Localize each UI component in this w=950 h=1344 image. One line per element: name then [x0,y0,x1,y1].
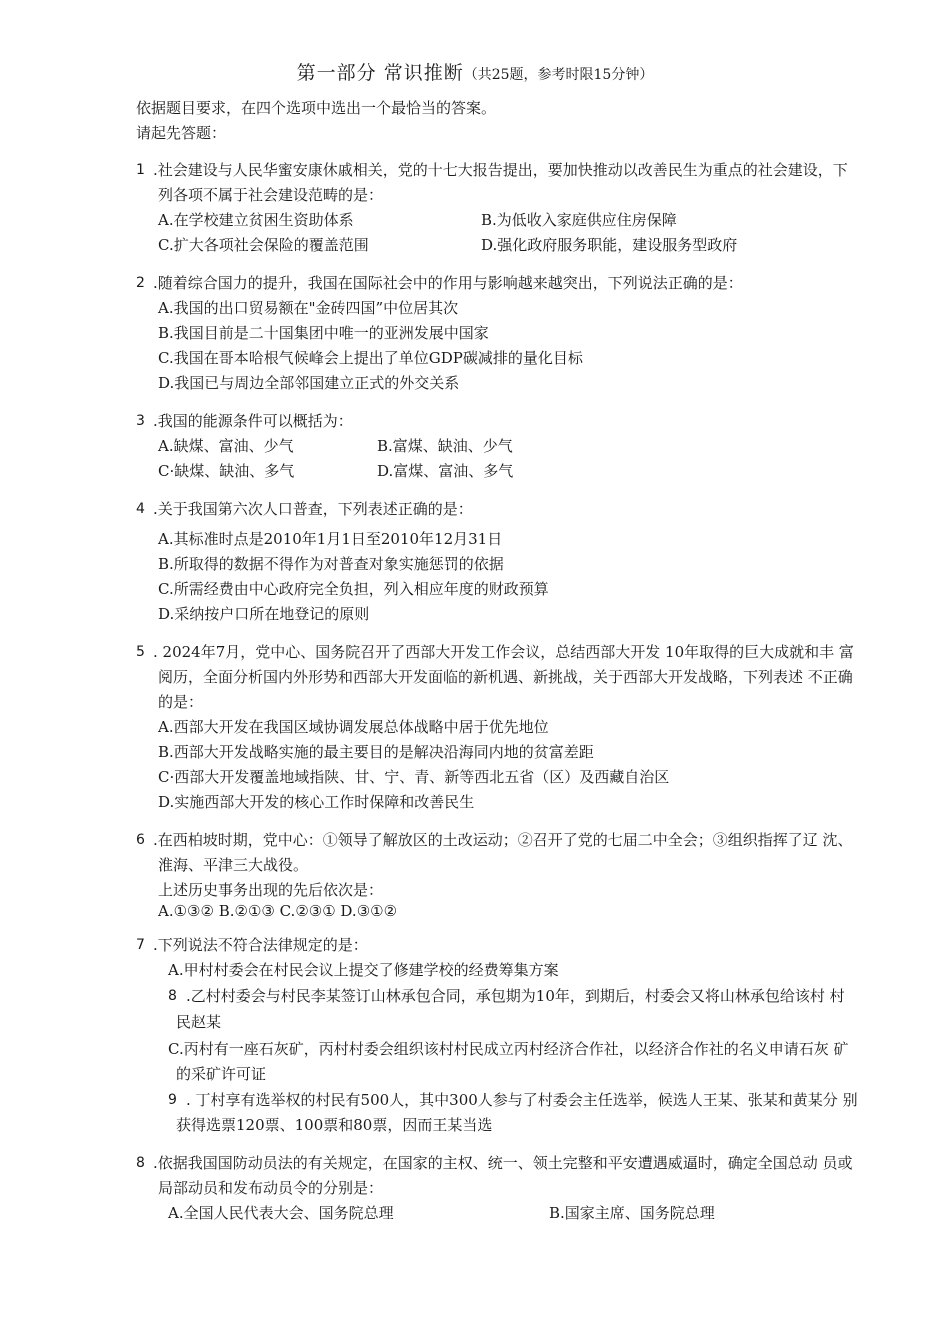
question-stem: .随着综合国力的提升，我国在国际社会中的作用与影响越来越突出，下列说法正确的是： [153,274,743,292]
option: B.西部大开发战略实施的最主要目的是解决沿海同内地的贫富差距 [158,743,594,761]
question-number: 6 [136,832,145,848]
question-number: 1 [136,162,145,178]
option: . 丁村享有选举权的村民有500人，其中300人参与了村委会主任选举，候选人王某、张某和黄某分 别 [186,1091,858,1109]
option: A.甲村村委会在村民会议上提交了修建学校的经费筹集方案 [168,961,559,979]
question-stem: .下列说法不符合法律规定的是： [153,936,368,954]
option: C.我国在哥本哈根气候峰会上提出了单位GDP碳减排的量化目标 [158,349,583,367]
instruction-line: 依据题目要求，在四个选项中选出一个最恰当的答案。 [136,99,497,117]
option: C.所需经费由中心政府完全负担，列入相应年度的财政预算 [158,580,549,598]
option: A.全国人民代表大会、国务院总理 [168,1204,394,1222]
question-number: 8 [136,1155,145,1171]
option: B.所取得的数据不得作为对普查对象实施惩罚的依据 [158,555,504,573]
option: 民赵某 [176,1013,222,1031]
question-number: 5 [136,644,145,660]
option-number: 8 [168,988,177,1004]
option: 的采矿许可证 [176,1065,267,1083]
option: 获得选票120票、100票和80票，因而王某当选 [176,1116,493,1134]
option: D.富煤、富油、多气 [377,462,514,480]
question-number: 2 [136,275,145,291]
section-title-main: 第一部分 常识推断 [296,62,464,84]
option-number: 9 [168,1092,177,1108]
question-number: 4 [136,501,145,517]
question-stem: .关于我国第六次人口普查，下列表述正确的是： [153,500,473,518]
option: B.富煤、缺油、少气 [377,437,513,455]
question-number: 7 [136,937,145,953]
option: C·西部大开发覆盖地域指陕、甘、宁、青、新等西北五省（区）及西藏自治区 [158,768,670,786]
question-stem: 阅历，全面分析国内外形势和西部大开发面临的新机遇、新挑战，关于西部大开发战略，下列表述 不正确 [158,668,853,686]
option: A.西部大开发在我国区域协调发展总体战略中居于优先地位 [158,718,549,736]
option: A.缺煤、富油、少气 [158,437,294,455]
section-title-sub: （共25题，参考时限15分钟） [463,67,654,83]
option: A.其标准时点是2010年1月1日至2010年12月31日 [158,530,503,548]
question-stem: 局部动员和发布动员令的分别是： [158,1179,384,1197]
option: C.丙村有一座石灰矿，丙村村委会组织该村村民成立丙村经济合作社，以经济合作社的名义申请石灰 矿 [168,1040,849,1058]
option: D.强化政府服务职能，建设服务型政府 [481,236,738,254]
instruction-line: 请起先答题： [136,124,227,142]
option: A.我国的出口贸易额在"金砖四国”中位居其次 [158,299,459,317]
option: A.在学校建立贫困生资助体系 [158,211,354,229]
option: D.我国已与周边全部邻国建立正式的外交关系 [158,374,460,392]
option: C·缺煤、缺油、多气 [158,462,295,480]
option: B.我国目前是二十国集团中唯一的亚洲发展中国家 [158,324,489,342]
option: C.扩大各项社会保险的覆盖范围 [158,236,369,254]
question-stem: 上述历史事务出现的先后依次是： [158,881,384,899]
option: A.①③② B.②①③ C.②③① D.③①② [158,902,398,920]
option: D.采纳按户口所在地登记的原则 [158,605,370,623]
question-stem: 的是： [158,693,204,711]
section-title [0,58,950,85]
question-stem: .我国的能源条件可以概括为： [153,412,353,430]
option: B.为低收入家庭供应住房保障 [481,211,677,229]
question-stem: 列各项不属于社会建设范畴的是： [158,186,384,204]
question-stem: .社会建设与人民华蜜安康休戚相关，党的十七大报告提出，要加快推动以改善民生为重点的社会建设，下 [153,161,848,179]
question-stem: .在西柏坡时期，党中心：①领导了解放区的土改运动；②召开了党的七届二中全会；③组织指挥了辽 沈、 [153,831,853,849]
option: D.实施西部大开发的核心工作时保障和改善民生 [158,793,475,811]
question-stem: . 2024年7月，党中心、国务院召开了西部大开发工作会议，总结西部大开发 10年取得的巨大成就和丰 富 [153,643,854,661]
option: .乙村村委会与村民李某签订山林承包合同，承包期为10年，到期后，村委会又将山林承包给该村 村 [186,987,845,1005]
question-stem: .依据我国国防动员法的有关规定，在国家的主权、统一、领土完整和平安遭遇威逼时，确定全国总动 员或 [153,1154,853,1172]
question-stem: 淮海、平津三大战役。 [158,856,309,874]
option: B.国家主席、国务院总理 [549,1204,715,1222]
question-number: 3 [136,413,145,429]
